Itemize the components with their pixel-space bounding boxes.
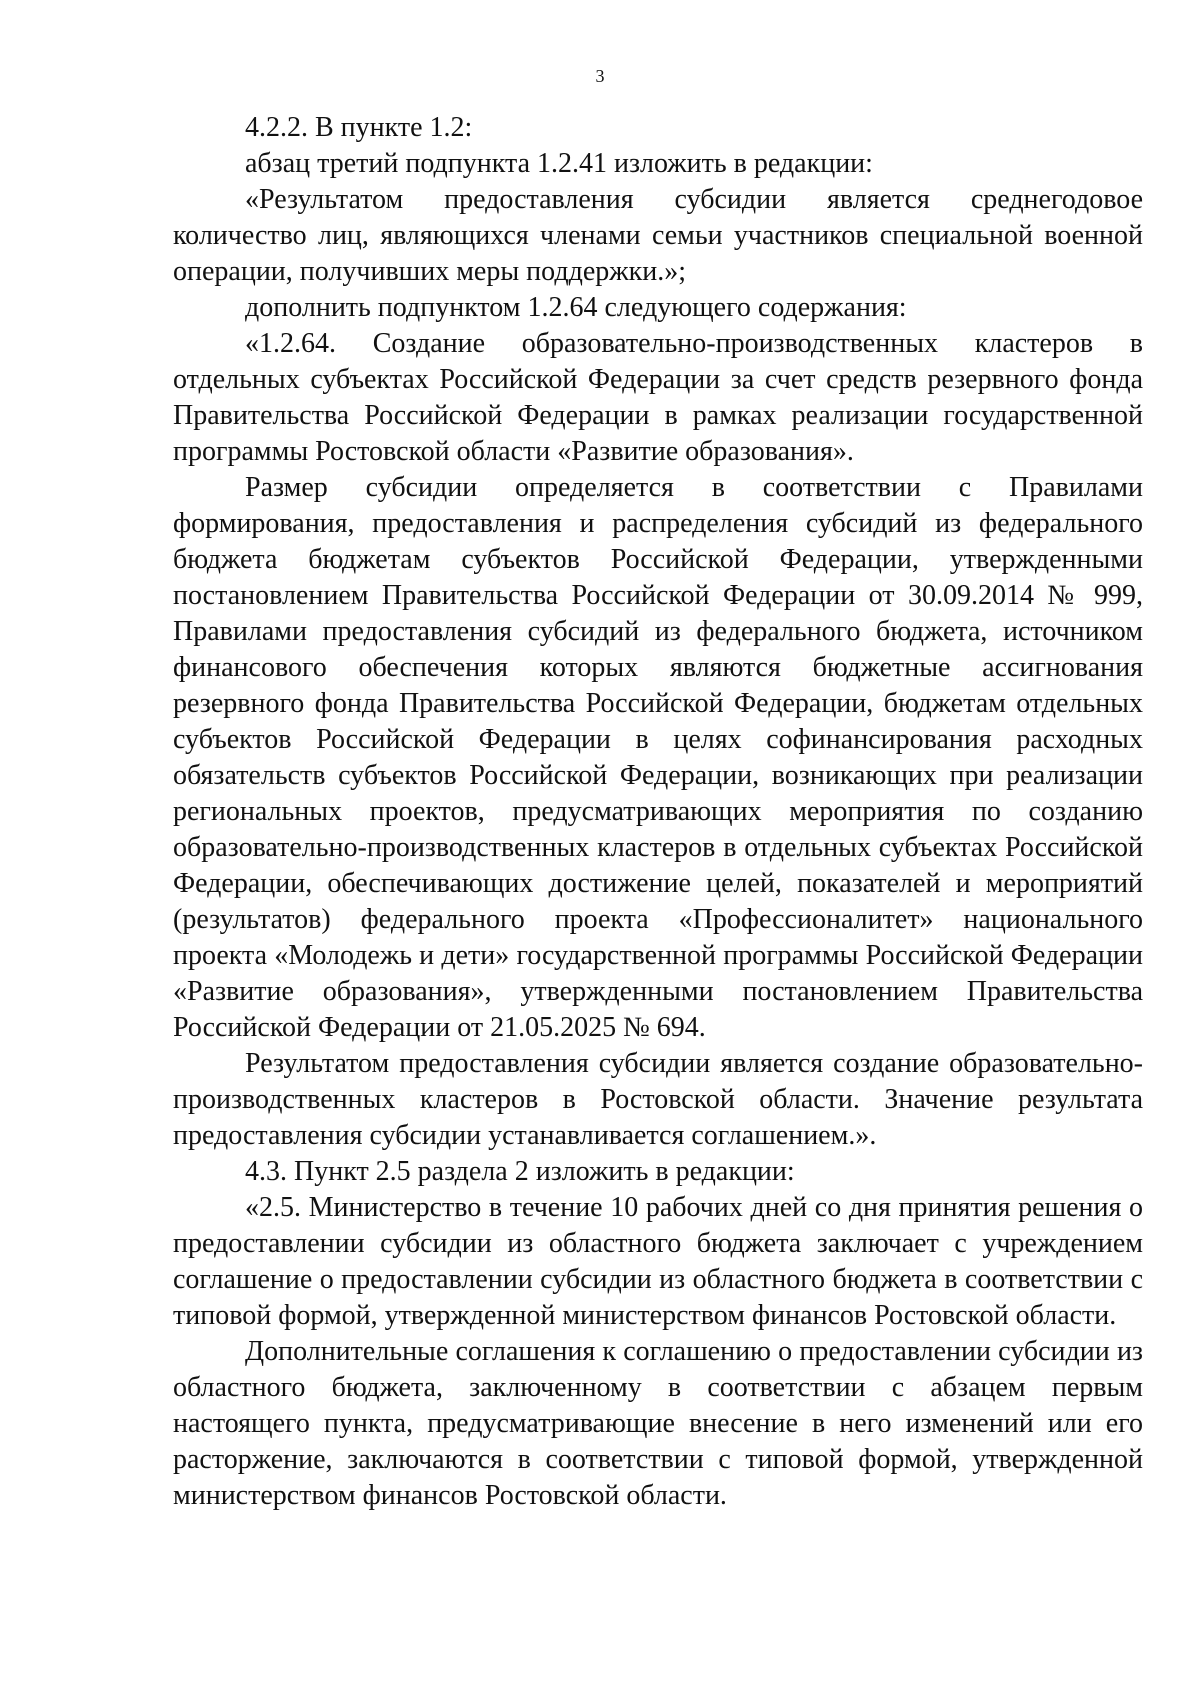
paragraph: «2.5. Министерство в течение 10 рабочих дней со дня принятия решения о предоставлении субсидии из областного бюджета заключает с учреждением соглашение о предоставлении субсидии из областного бюджета в соответствии с типовой формой, утвержденной министерством финансов Ростовской области.: [173, 1192, 1143, 1331]
document-body: [173, 110, 1143, 1514]
page-number: 3: [595, 66, 605, 86]
paragraph: Результатом предоставления субсидии является создание образовательно-производственных кластеров в Ростовской области. Значение результата предоставления субсидии устанавливается соглашением.».: [173, 1048, 1143, 1151]
paragraph: «1.2.64. Создание образовательно-производственных кластеров в отдельных субъектах Российской Федерации за счет средств резервного фонда Правительства Российской Федерации в рамках реализации государственной программы Ростовской области «Развитие образования».: [173, 328, 1143, 467]
paragraph: «Результатом предоставления субсидии является среднегодовое количество лиц, являющихся членами семьи участников специальной военной операции, получивших меры поддержки.»;: [173, 184, 1143, 287]
paragraph: Размер субсидии определяется в соответствии с Правилами формирования, предоставления и распределения субсидий из федерального бюджета бюджетам субъектов Российской Федерации, утвержденными постановлением Правительства Российской Федерации от 30.09.2014 № 999, Правилами предоставления субсидий из федерального бюджета, источником финансового обеспечения которых являются бюджетные ассигнования резервного фонда Правительства Российской Федерации, бюджетам отдельных субъектов Российской Федерации в целях софинансирования расходных обязательств субъектов Российской Федерации, возникающих при реализации региональных проектов, предусматривающих мероприятия по созданию образовательно-производственных кластеров в отдельных субъектах Российской Федерации, обеспечивающих достижение целей, показателей и мероприятий (результатов) федерального проекта «Профессионалитет» национального проекта «Молодежь и дети» государственной программы Российской Федерации «Развитие образования», утвержденными постановлением Правительства Российской Федерации от 21.05.2025 № 694.: [173, 472, 1143, 1043]
paragraph: дополнить подпунктом 1.2.64 следующего содержания:: [245, 292, 907, 323]
paragraph: абзац третий подпункта 1.2.41 изложить в редакции:: [245, 148, 873, 179]
paragraph: Дополнительные соглашения к соглашению о предоставлении субсидии из областного бюджета, заключенному в соответствии с абзацем первым настоящего пункта, предусматривающие внесение в него изменений или его расторжение, заключаются в соответствии с типовой формой, утвержденной министерством финансов Ростовской области.: [173, 1336, 1143, 1511]
paragraph: 4.2.2. В пункте 1.2:: [245, 112, 473, 143]
paragraph: 4.3. Пункт 2.5 раздела 2 изложить в редакции:: [245, 1156, 795, 1187]
